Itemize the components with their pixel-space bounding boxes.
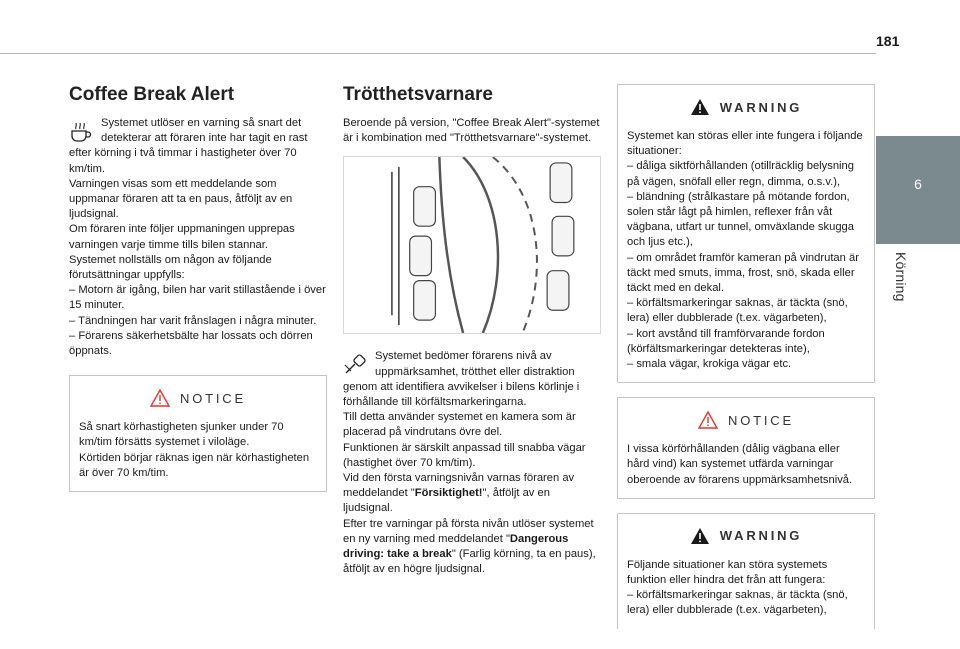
warning-box-1 bbox=[617, 84, 875, 383]
warning-triangle-icon bbox=[690, 98, 710, 116]
notice-text: Så snart körhastigheten sjunker under 70 km/tim försätts systemet i viloläge. Körtiden börjar räknas igen när körhastigheten är över 70 km/tim. bbox=[79, 421, 310, 479]
section-title-coffee-break: Coffee Break Alert bbox=[69, 84, 235, 105]
coffee-cup-icon bbox=[69, 118, 93, 144]
column-fatigue-warning bbox=[343, 84, 601, 577]
chapter-number: 6 bbox=[914, 176, 922, 192]
coffee-break-text bbox=[69, 116, 327, 359]
warning-triangle-icon bbox=[698, 411, 718, 429]
warning-text: Följande situationer kan störa systemets funktion eller hindra det från att fungera: – körfältsmarkeringar saknas, är täckta (snö, lera) eller dubblerade (t.ex. vägarbeten), bbox=[627, 558, 848, 617]
coffee-break-body: Systemet utlöser en varning så snart det detekterar att föraren inte har tagit en rast efter körning i två timmar i hastigheter över 70 km/tim. Varningen visas som ett meddelande som uppmanar föraren att ta en paus, åtföljt av en ljudsignal. Om föraren inte följer uppmaningen upprepas varningen varje timme tills bilen stannar. Systemet nollställs om någon av följande förutsättningar uppfylls: – Motorn är igång, bilen har varit stillastående i över 15 minuter. – Tändningen har varit frånslagen i några minuter. – Förarens säkerhetsbälte har lossats och dörren öppnats. bbox=[69, 117, 326, 358]
notice-header bbox=[627, 408, 865, 432]
lane-drift-illustration bbox=[343, 156, 601, 334]
column-coffee-break bbox=[69, 84, 327, 492]
section-title-fatigue: Trötthetsvarnare bbox=[343, 84, 493, 105]
page-number: 181 bbox=[876, 33, 900, 49]
warning-triangle-icon bbox=[150, 389, 170, 407]
fatigue-intro: Beroende på version, "Coffee Break Alert"-systemet är i kombination med "Trötthetsvarnare"-systemet. bbox=[343, 117, 600, 145]
warning-header bbox=[627, 524, 865, 548]
warning-text: Systemet kan störas eller inte fungera i följande situationer: – dåliga siktförhållanden (otillräcklig belysning på vägen, snöfall eller regn, dimma, o.s.v.), – bländning (strålkastare på mötande fordon, solen står lågt på himlen, reflexer från våt vägbana, utfart ur tunnel, omväxlande skugga och ljus etc.), – om området framför kameran på vindrutan är täckt med smuts, imma, frost, snö, skada eller täckt med en dekal. – körfältsmarkeringar saknas, är täckta (snö, lera) eller dubblerade (t.ex. vägarbeten), – kort avstånd till framförvarande fordon (körfältsmarkeringar detekteras inte), – smala vägar, krokiga vägar etc. bbox=[627, 130, 863, 371]
warning-box-2 bbox=[617, 513, 875, 629]
header-rule bbox=[0, 53, 876, 54]
notice-title: NOTICE bbox=[728, 412, 794, 428]
warning-triangle-icon bbox=[690, 527, 710, 545]
notice-box-1 bbox=[69, 375, 327, 492]
warning-title: WARNING bbox=[719, 99, 803, 115]
column-warnings bbox=[617, 84, 875, 629]
notice-header bbox=[79, 386, 317, 410]
chapter-tab[interactable] bbox=[876, 136, 960, 244]
fatigue-detail bbox=[343, 349, 601, 577]
notice-text: I vissa körförhållanden (dålig vägbana eller hård vind) kan systemet utfärda varningar oberoende av förarens uppmärksamhetsnivå. bbox=[627, 443, 853, 486]
notice-box-2 bbox=[617, 397, 875, 499]
camera-icon bbox=[343, 351, 367, 377]
fatigue-body: Systemet bedömer förarens nivå av uppmärksamhet, trötthet eller distraktion genom att identifiera avvikelser i bilens körlinje i förhållande till körfältsmarkeringarna. Till detta använder systemet en kamera som är placerad på vindrutans övre del. Funktionen är särskilt anpassad till snabba vägar (hastighet över 70 km/tim). Vid den första varningsnivån varnas föraren av meddelandet "Försiktighet!", åtföljt av en ljudsignal. Efter tre varningar på första nivån utlöser systemet en ny varning med meddelandet "Dangerous driving: take a break" (Farlig körning, ta en paus), åtföljt av en högre ljudsignal. bbox=[343, 350, 596, 576]
notice-title: NOTICE bbox=[180, 390, 246, 406]
warning-title: WARNING bbox=[719, 528, 803, 544]
warning-header bbox=[627, 95, 865, 119]
chapter-title: Körning bbox=[893, 252, 909, 302]
